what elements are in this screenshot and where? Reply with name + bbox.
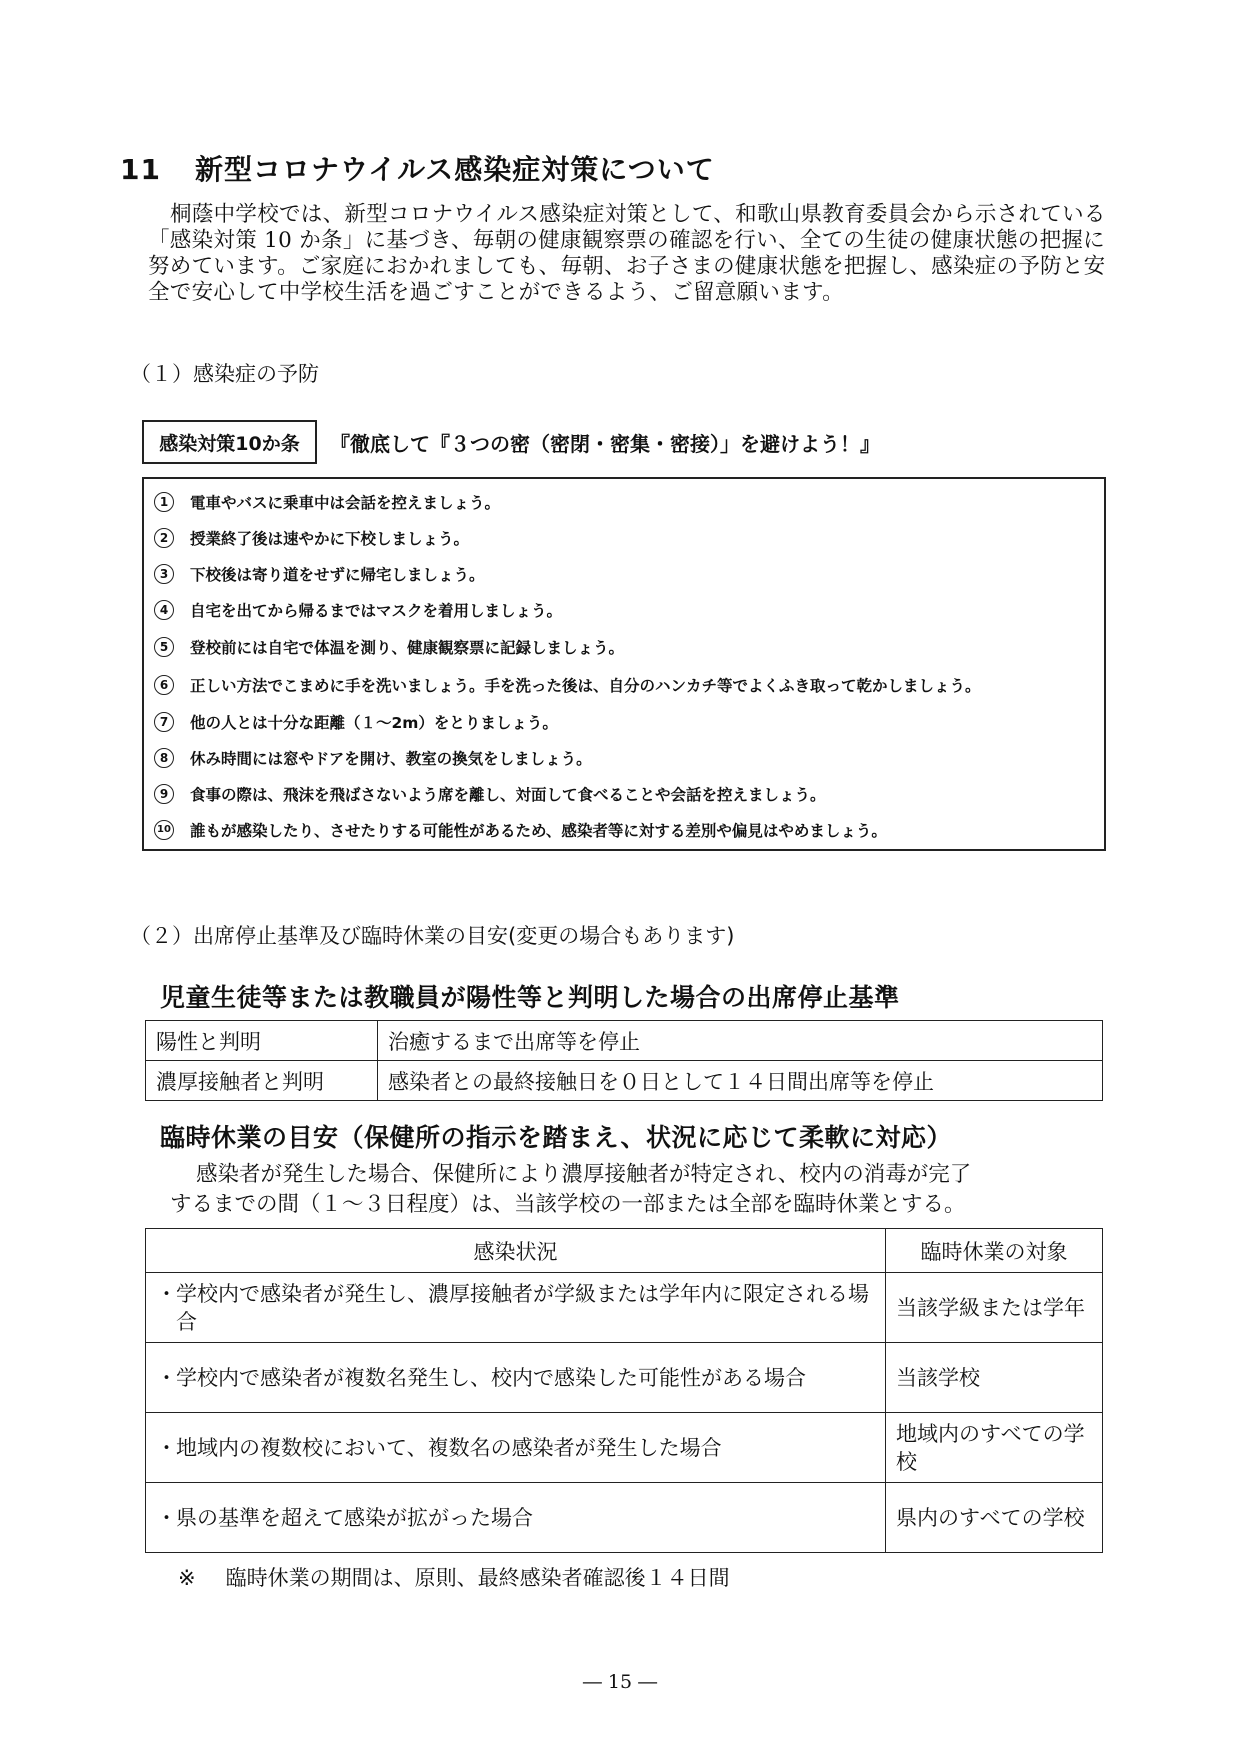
target-cell: 地域内のすべての学校: [886, 1413, 1103, 1483]
intro-paragraph: [148, 202, 1126, 306]
target-header: 臨時休業の対象: [886, 1229, 1103, 1273]
section-number: 11: [120, 153, 161, 186]
rule-cell: 感染者との最終接触日を０日として１４日間出席等を停止: [378, 1061, 1103, 1101]
situation-text: 学校内で感染者が発生し、濃厚接触者が学級または学年内に限定される場合: [176, 1281, 869, 1334]
closure-title: 臨時休業の目安（保健所の指示を踏まえ、状況に応じて柔軟に対応）: [160, 1123, 953, 1152]
footnote-mark: ※: [178, 1566, 196, 1590]
rule-cell: 治癒するまで出席等を停止: [378, 1021, 1103, 1061]
three-cs-slogan: 『徹底して『３つの密（密閉・密集・密接）」を避けよう！』: [330, 432, 880, 456]
rule-item: [154, 491, 500, 513]
table-row: [146, 1343, 1103, 1413]
circled-number-mark: 9: [154, 784, 174, 804]
rule-item: [154, 747, 592, 769]
table-row: [146, 1413, 1103, 1483]
situation-cell: [146, 1273, 886, 1343]
footnote-text: 臨時休業の期間は、原則、最終感染者確認後１４日間: [225, 1566, 730, 1590]
circled-number-mark: 10: [154, 820, 174, 840]
attendance-heading: （２）出席停止基準及び臨時休業の目安(変更の場合もあります): [130, 924, 735, 948]
circled-number-mark: 4: [154, 600, 174, 620]
situation-header: 感染状況: [146, 1229, 886, 1273]
circled-number-mark: 6: [154, 675, 174, 695]
rule-item: [154, 674, 981, 696]
intro-text: 桐蔭中学校では、新型コロナウイルス感染症対策として、和歌山県教育委員会から示されている「感染対策 10 か条」に基づき、毎朝の健康観察票の確認を行い、全ての生徒の健康状態の把握に努めています。ご家庭におかれましても、毎朝、お子さまの健康状態を把握し、感染症の予防と安全で安心して中学校生活を過ごすことができるよう、ご留意願います。: [148, 202, 1106, 305]
circled-number-mark: 1: [154, 492, 174, 512]
rule-text: 食事の際は、飛沫を飛ばさないよう席を離し、対面して食べることや会話を控えましょう。: [190, 786, 826, 804]
rule-text: 誰もが感染したり、させたりする可能性があるため、感染者等に対する差別や偏見はやめましょう。: [190, 822, 887, 840]
rule-text: 登校前には自宅で体温を測り、健康観察票に記録しましょう。: [190, 639, 625, 657]
bullet-mark: ・: [156, 1365, 177, 1390]
situation-cell: [146, 1483, 886, 1553]
rule-text: 授業終了後は速やかに下校しましょう。: [190, 530, 470, 548]
situation-text: 地域内の複数校において、複数名の感染者が発生した場合: [176, 1435, 722, 1460]
attendance-table: [145, 1020, 1103, 1101]
closure-table: [145, 1228, 1103, 1553]
rule-text: 他の人とは十分な距離（１～2m）をとりましょう。: [190, 714, 558, 732]
attendance-table-title: 児童生徒等または教職員が陽性等と判明した場合の出席停止基準: [160, 983, 900, 1012]
circled-number-mark: 3: [154, 564, 174, 584]
rule-item: [154, 636, 624, 658]
bullet-mark: ・: [156, 1281, 177, 1306]
bullet-mark: ・: [156, 1435, 177, 1460]
circled-number-mark: 2: [154, 528, 174, 548]
circled-number-mark: 5: [154, 637, 174, 657]
section-title: [120, 148, 715, 188]
ten-rules-tag: 感染対策10か条: [142, 420, 317, 464]
circled-number-mark: 7: [154, 712, 174, 732]
situation-cell: [146, 1343, 886, 1413]
rule-text: 電車やバスに乗車中は会話を控えましょう。: [190, 494, 501, 512]
situation-text: 県の基準を超えて感染が拡がった場合: [176, 1505, 533, 1530]
table-row: [146, 1061, 1103, 1101]
rule-item: [154, 527, 469, 549]
table-header-row: [146, 1229, 1103, 1273]
closure-note-line: するまでの間（１～３日程度）は、当該学校の一部または全部を臨時休業とする。: [170, 1192, 966, 1217]
bullet-mark: ・: [156, 1505, 177, 1530]
rule-item: [154, 599, 562, 621]
target-cell: 当該学校: [886, 1343, 1103, 1413]
table-row: [146, 1021, 1103, 1061]
closure-note-line: 感染者が発生した場合、保健所により濃厚接触者が特定され、校内の消毒が完了: [196, 1162, 972, 1187]
section-title-text: 新型コロナウイルス感染症対策について: [194, 153, 715, 186]
rule-item: [154, 711, 558, 733]
circled-number-mark: 8: [154, 748, 174, 768]
prevention-heading: （１）感染症の予防: [130, 362, 319, 386]
closure-footnote: [178, 1562, 730, 1592]
page-number: ― 15 ―: [582, 1671, 658, 1693]
rules-box: [142, 477, 1106, 851]
target-cell: 県内のすべての学校: [886, 1483, 1103, 1553]
rule-item: [154, 563, 485, 585]
table-row: [146, 1483, 1103, 1553]
case-cell: 濃厚接触者と判明: [146, 1061, 378, 1101]
rule-text: 自宅を出てから帰るまではマスクを着用しましょう。: [190, 602, 563, 620]
rule-item: [154, 819, 887, 841]
rule-text: 正しい方法でこまめに手を洗いましょう。手を洗った後は、自分のハンカチ等でよくふき取って乾かしましょう。: [190, 677, 981, 695]
situation-text: 学校内で感染者が複数名発生し、校内で感染した可能性がある場合: [176, 1365, 806, 1390]
target-cell: 当該学級または学年: [886, 1273, 1103, 1343]
rule-text: 下校後は寄り道をせずに帰宅しましょう。: [190, 566, 485, 584]
rule-text: 休み時間には窓やドアを開け、教室の換気をしましょう。: [190, 750, 592, 768]
situation-cell: [146, 1413, 886, 1483]
case-cell: 陽性と判明: [146, 1021, 378, 1061]
rule-item: [154, 783, 826, 805]
table-row: [146, 1273, 1103, 1343]
closure-note: [170, 1160, 1090, 1220]
